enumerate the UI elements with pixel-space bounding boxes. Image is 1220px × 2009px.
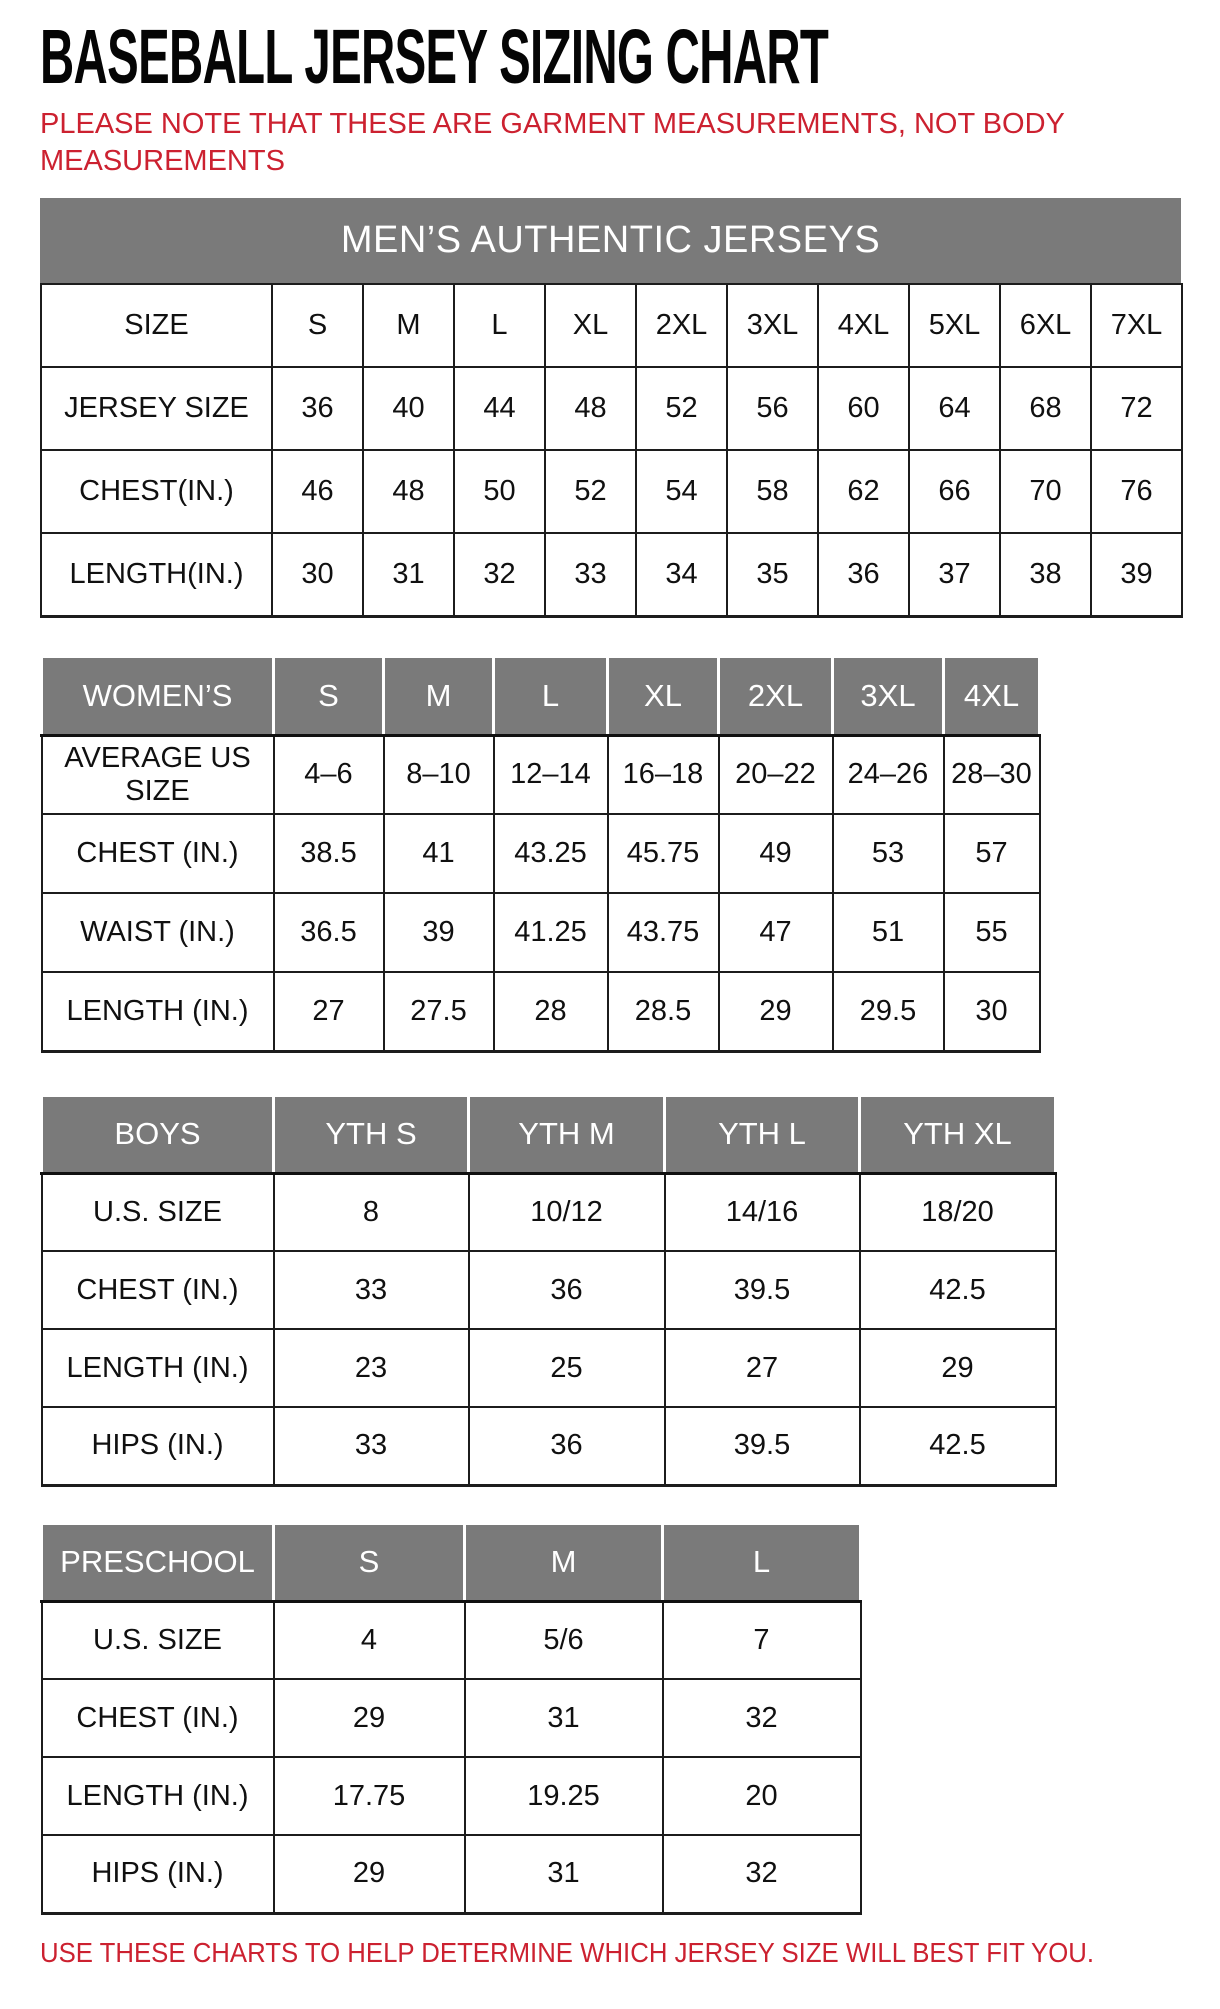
value-cell: 58 [727, 450, 818, 533]
value-cell: 36 [818, 533, 909, 616]
column-header: 2XL [719, 656, 833, 735]
row-label: LENGTH(IN.) [41, 533, 272, 616]
table-row [41, 284, 1182, 367]
value-cell: 4 [274, 1601, 465, 1679]
table-row [42, 1173, 1056, 1251]
table-row [42, 1329, 1056, 1407]
table-row [42, 814, 1040, 893]
value-cell: 53 [833, 814, 944, 893]
value-cell: 28–30 [944, 735, 1040, 814]
value-cell: 66 [909, 450, 1000, 533]
value-cell: 46 [272, 450, 363, 533]
note-line-2: MEASUREMENTS [40, 145, 285, 177]
boys-sizing-table [40, 1094, 1057, 1487]
table-row [42, 1757, 861, 1835]
mens-sizing-table [40, 283, 1183, 618]
value-cell: XL [545, 284, 636, 367]
value-cell: 41.25 [494, 893, 608, 972]
value-cell: 7XL [1091, 284, 1182, 367]
value-cell: 39.5 [665, 1407, 860, 1485]
value-cell: 56 [727, 367, 818, 450]
value-cell: 31 [363, 533, 454, 616]
boys-section [40, 1094, 1200, 1487]
value-cell: 12–14 [494, 735, 608, 814]
column-header: YTH XL [860, 1095, 1056, 1173]
table-row [42, 1601, 861, 1679]
value-cell: 43.25 [494, 814, 608, 893]
column-header: L [494, 656, 608, 735]
row-label: HIPS (IN.) [42, 1407, 274, 1485]
column-header: M [465, 1523, 663, 1601]
value-cell: 72 [1091, 367, 1182, 450]
value-cell: 4–6 [274, 735, 384, 814]
table-title-cell: WOMEN’S [42, 656, 274, 735]
value-cell: 30 [272, 533, 363, 616]
value-cell: 38.5 [274, 814, 384, 893]
table-row [41, 367, 1182, 450]
row-label: SIZE [41, 284, 272, 367]
value-cell: 39 [384, 893, 494, 972]
value-cell: 27.5 [384, 972, 494, 1051]
value-cell: 23 [274, 1329, 469, 1407]
row-label: CHEST (IN.) [42, 1251, 274, 1329]
column-header: YTH L [665, 1095, 860, 1173]
value-cell: 48 [363, 450, 454, 533]
value-cell: 8 [274, 1173, 469, 1251]
column-header: XL [608, 656, 719, 735]
column-header: YTH M [469, 1095, 665, 1173]
table-row [42, 1679, 861, 1757]
row-label: U.S. SIZE [42, 1173, 274, 1251]
value-cell: 43.75 [608, 893, 719, 972]
value-cell: 48 [545, 367, 636, 450]
row-label: LENGTH (IN.) [42, 972, 274, 1051]
row-label: JERSEY SIZE [41, 367, 272, 450]
value-cell: 27 [274, 972, 384, 1051]
table-title-cell: PRESCHOOL [42, 1523, 274, 1601]
value-cell: 70 [1000, 450, 1091, 533]
page-title: BASEBALL JERSEY SIZING CHART [40, 13, 829, 100]
value-cell: 20–22 [719, 735, 833, 814]
value-cell: 25 [469, 1329, 665, 1407]
value-cell: L [454, 284, 545, 367]
fit-advice-footer: USE THESE CHARTS TO HELP DETERMINE WHICH JERSEY SIZE WILL BEST FIT YOU. [40, 1936, 1095, 1968]
value-cell: 30 [944, 972, 1040, 1051]
womens-section [40, 655, 1200, 1053]
value-cell: 33 [274, 1251, 469, 1329]
value-cell: 19.25 [465, 1757, 663, 1835]
preschool-section [40, 1522, 1200, 1915]
row-label: CHEST (IN.) [42, 1679, 274, 1757]
row-label: HIPS (IN.) [42, 1835, 274, 1913]
value-cell: 17.75 [274, 1757, 465, 1835]
value-cell: 16–18 [608, 735, 719, 814]
value-cell: 29 [719, 972, 833, 1051]
value-cell: 54 [636, 450, 727, 533]
value-cell: 33 [274, 1407, 469, 1485]
value-cell: M [363, 284, 454, 367]
header-row [42, 1095, 1056, 1173]
row-label: CHEST(IN.) [41, 450, 272, 533]
table-row [42, 1835, 861, 1913]
column-header: S [274, 1523, 465, 1601]
value-cell: 39.5 [665, 1251, 860, 1329]
table-row [42, 1251, 1056, 1329]
value-cell: 62 [818, 450, 909, 533]
value-cell: 36 [469, 1251, 665, 1329]
value-cell: 27 [665, 1329, 860, 1407]
column-header: YTH S [274, 1095, 469, 1173]
value-cell: 44 [454, 367, 545, 450]
value-cell: 36 [469, 1407, 665, 1485]
value-cell: 5/6 [465, 1601, 663, 1679]
value-cell: 5XL [909, 284, 1000, 367]
value-cell: 76 [1091, 450, 1182, 533]
value-cell: 31 [465, 1835, 663, 1913]
table-row [42, 735, 1040, 814]
table-row [41, 533, 1182, 616]
row-label: CHEST (IN.) [42, 814, 274, 893]
value-cell: 29 [274, 1679, 465, 1757]
value-cell: S [272, 284, 363, 367]
value-cell: 3XL [727, 284, 818, 367]
value-cell: 7 [663, 1601, 861, 1679]
column-header: 4XL [944, 656, 1040, 735]
value-cell: 45.75 [608, 814, 719, 893]
value-cell: 32 [454, 533, 545, 616]
row-label: LENGTH (IN.) [42, 1329, 274, 1407]
table-row [41, 450, 1182, 533]
value-cell: 4XL [818, 284, 909, 367]
table-row [42, 1407, 1056, 1485]
value-cell: 29.5 [833, 972, 944, 1051]
value-cell: 40 [363, 367, 454, 450]
value-cell: 32 [663, 1679, 861, 1757]
header-row [42, 1523, 861, 1601]
table-title-cell: BOYS [42, 1095, 274, 1173]
value-cell: 24–26 [833, 735, 944, 814]
row-label: LENGTH (IN.) [42, 1757, 274, 1835]
value-cell: 35 [727, 533, 818, 616]
value-cell: 37 [909, 533, 1000, 616]
value-cell: 14/16 [665, 1173, 860, 1251]
value-cell: 29 [860, 1329, 1056, 1407]
header-row [42, 656, 1040, 735]
value-cell: 52 [545, 450, 636, 533]
value-cell: 39 [1091, 533, 1182, 616]
column-header: M [384, 656, 494, 735]
table-row [42, 972, 1040, 1051]
value-cell: 20 [663, 1757, 861, 1835]
value-cell: 36.5 [274, 893, 384, 972]
value-cell: 50 [454, 450, 545, 533]
value-cell: 2XL [636, 284, 727, 367]
column-header: L [663, 1523, 861, 1601]
value-cell: 47 [719, 893, 833, 972]
mens-section [40, 198, 1200, 618]
table-row [42, 893, 1040, 972]
column-header: S [274, 656, 384, 735]
value-cell: 60 [818, 367, 909, 450]
value-cell: 49 [719, 814, 833, 893]
row-label: U.S. SIZE [42, 1601, 274, 1679]
value-cell: 6XL [1000, 284, 1091, 367]
value-cell: 28.5 [608, 972, 719, 1051]
value-cell: 57 [944, 814, 1040, 893]
value-cell: 29 [274, 1835, 465, 1913]
mens-banner: MEN’S AUTHENTIC JERSEYS [40, 198, 1181, 283]
value-cell: 42.5 [860, 1407, 1056, 1485]
value-cell: 28 [494, 972, 608, 1051]
value-cell: 36 [272, 367, 363, 450]
note-line-1: PLEASE NOTE THAT THESE ARE GARMENT MEASUREMENTS, NOT BODY [40, 108, 1065, 140]
value-cell: 64 [909, 367, 1000, 450]
value-cell: 41 [384, 814, 494, 893]
value-cell: 18/20 [860, 1173, 1056, 1251]
value-cell: 32 [663, 1835, 861, 1913]
value-cell: 52 [636, 367, 727, 450]
value-cell: 10/12 [469, 1173, 665, 1251]
value-cell: 31 [465, 1679, 663, 1757]
value-cell: 8–10 [384, 735, 494, 814]
value-cell: 51 [833, 893, 944, 972]
value-cell: 68 [1000, 367, 1091, 450]
womens-sizing-table [40, 655, 1041, 1053]
value-cell: 33 [545, 533, 636, 616]
value-cell: 38 [1000, 533, 1091, 616]
value-cell: 55 [944, 893, 1040, 972]
value-cell: 34 [636, 533, 727, 616]
row-label: WAIST (IN.) [42, 893, 274, 972]
value-cell: 42.5 [860, 1251, 1056, 1329]
column-header: 3XL [833, 656, 944, 735]
preschool-sizing-table [40, 1522, 862, 1915]
row-label: AVERAGE US SIZE [42, 735, 274, 814]
garment-measurements-note [40, 106, 1200, 180]
